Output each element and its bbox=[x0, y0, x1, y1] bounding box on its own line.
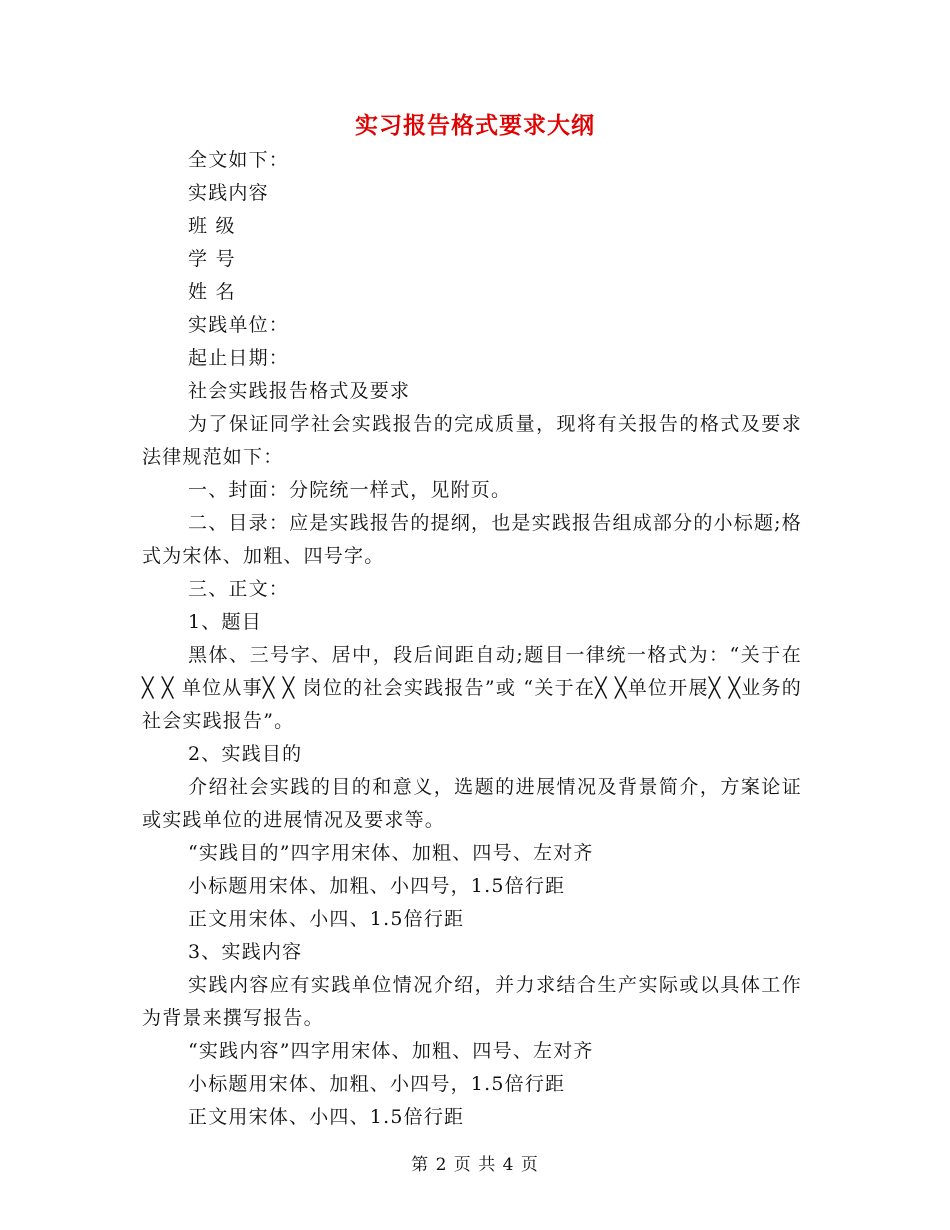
paragraph-toc: 二、目录：应是实践报告的提纲，也是实践报告组成部分的小标题;格式为宋体、加粗、四号字。 bbox=[142, 512, 802, 567]
paragraph-intro: 为了保证同学社会实践报告的完成质量，现将有关报告的格式及要求法律规范如下： bbox=[142, 413, 802, 468]
paragraph-content-body-format: 正文用宋体、小四、1.5倍行距 bbox=[188, 1106, 465, 1128]
paragraph-title-format: 黑体、三号字、居中，段后间距自动;题目一律统一格式为：“关于在╳ ╳ 单位从事╳ ╳ 岗位的社会实践报告”或 “关于在╳ ╳单位开展╳ ╳业务的社会实践报告”。 bbox=[142, 644, 802, 732]
document-title: 实习报告格式要求大纲 bbox=[355, 112, 595, 139]
paragraph-name: 姓 名 bbox=[188, 281, 236, 303]
paragraph-purpose-desc: 介绍社会实践的目的和意义，选题的进展情况及背景简介，方案论证或实践单位的进展情况及要求等。 bbox=[142, 776, 802, 831]
document-body bbox=[142, 144, 802, 1134]
paragraph-date-range: 起止日期： bbox=[188, 347, 290, 369]
paragraph-student-id: 学 号 bbox=[188, 248, 236, 270]
paragraph-main-text: 三、正文： bbox=[188, 578, 290, 600]
paragraph-section-content: 3、实践内容 bbox=[188, 941, 303, 963]
paragraph-practice-unit: 实践单位： bbox=[188, 314, 290, 336]
paragraph-content-heading-format: “实践内容”四字用宋体、加粗、四号、左对齐 bbox=[188, 1040, 594, 1062]
paragraph-content-subtitle-format: 小标题用宋体、加粗、小四号，1.5倍行距 bbox=[188, 1073, 566, 1095]
paragraph-report-format-heading: 社会实践报告格式及要求 bbox=[188, 380, 411, 402]
paragraph-purpose-heading-format: “实践目的”四字用宋体、加粗、四号、左对齐 bbox=[188, 842, 594, 864]
paragraph-section-title: 1、题目 bbox=[188, 611, 262, 633]
paragraph-content-desc: 实践内容应有实践单位情况介绍，并力求结合生产实际或以具体工作为背景来撰写报告。 bbox=[142, 974, 802, 1029]
paragraph-purpose-subtitle-format: 小标题用宋体、加粗、小四号，1.5倍行距 bbox=[188, 875, 566, 897]
paragraph-class: 班 级 bbox=[188, 215, 236, 237]
paragraph-full-text: 全文如下： bbox=[188, 149, 290, 171]
page-number-footer: 第 2 页 共 4 页 bbox=[411, 1155, 539, 1175]
paragraph-purpose-body-format: 正文用宋体、小四、1.5倍行距 bbox=[188, 908, 465, 930]
paragraph-cover: 一、封面：分院统一样式，见附页。 bbox=[188, 479, 512, 501]
paragraph-practice-content: 实践内容 bbox=[188, 182, 269, 204]
paragraph-section-purpose: 2、实践目的 bbox=[188, 743, 303, 765]
